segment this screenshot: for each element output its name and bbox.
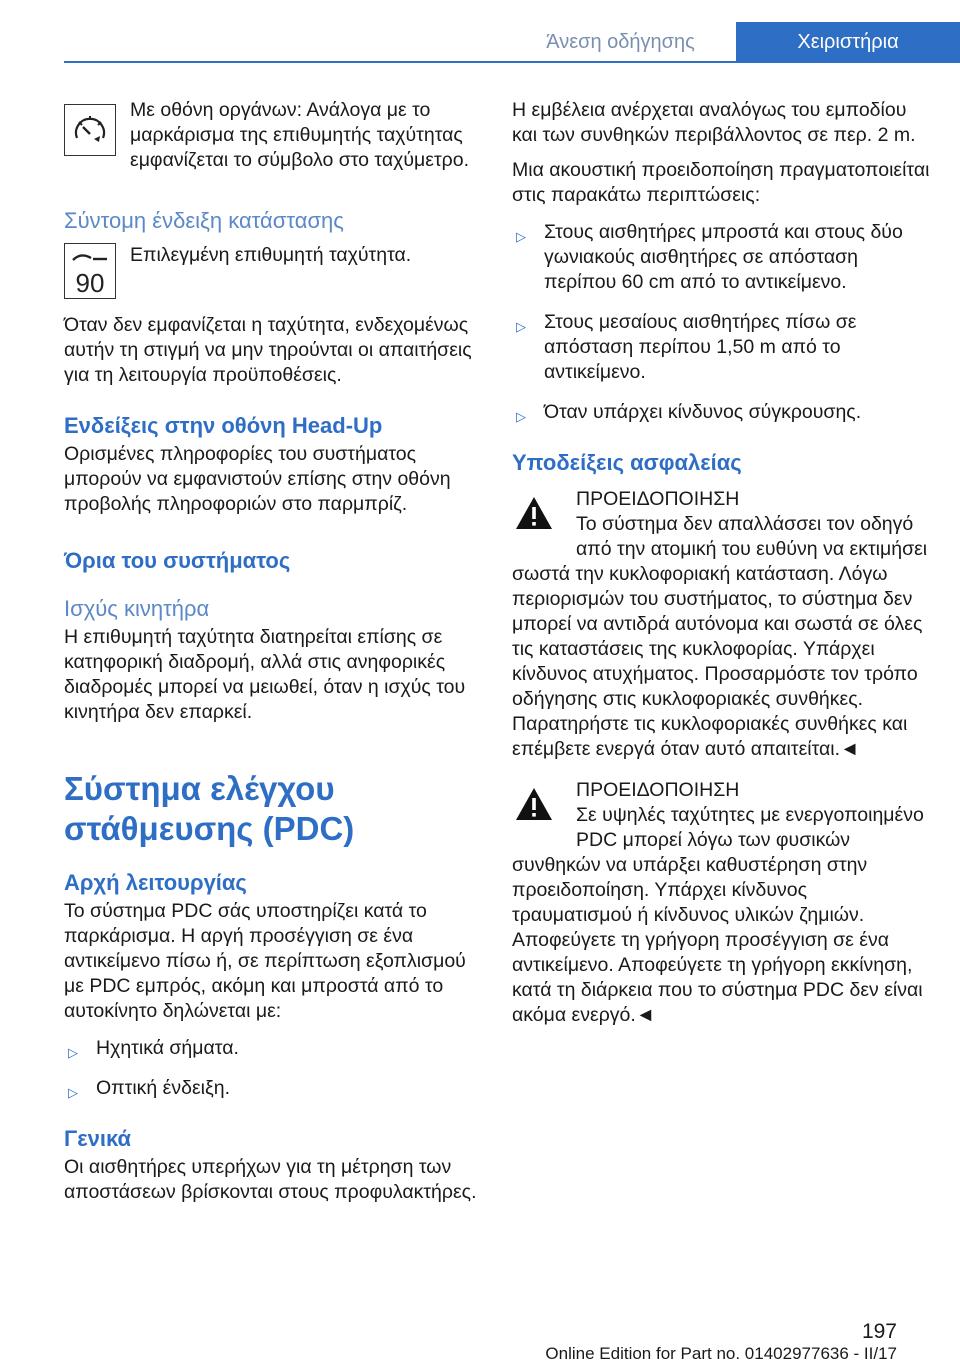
- triangle-bullet-icon: ▷: [68, 1085, 78, 1100]
- speed-sign-block: [64, 243, 479, 303]
- speed-limit-icon: [64, 243, 116, 299]
- speed-text: Επιλεγμένη επιθυμητή ταχύτητα.: [130, 244, 412, 266]
- paragraph-range: Η εμβέλεια ανέρχεται αναλόγως του εμποδίου και των συνθηκών περιβάλλοντος σε περ. 2 m.: [512, 99, 916, 146]
- warning-block-1: [512, 487, 930, 762]
- header-rule: [64, 61, 960, 63]
- triangle-bullet-icon: ▷: [516, 319, 526, 334]
- warning-cases-list: [512, 220, 930, 425]
- warning-title-1: ΠΡΟΕΙΔΟΠΟΙΗΣΗ: [576, 488, 740, 510]
- list-item: ▷ Στους μεσαίους αισθητήρες πίσω σε απόσταση περίπου 1,50 m από το αντικείμενο.: [516, 311, 857, 383]
- edition-note: Online Edition for Part no. 01402977636 - II/17: [545, 1344, 897, 1363]
- speedometer-text: Με οθόνη οργάνων: Ανάλογα με το μαρκάρισμα της επιθυμητής ταχύτητας εμφανίζεται το σύμβολο στο ταχύμετρο.: [130, 99, 470, 171]
- speedometer-icon: [64, 104, 116, 156]
- speedometer-block: [64, 98, 479, 173]
- list-item: ▷ Όταν υπάρχει κίνδυνος σύγκρουσης.: [512, 400, 930, 425]
- signal-list: [64, 1036, 479, 1101]
- page-footer: [0, 1320, 960, 1363]
- paragraph-acoustic-warning: Μια ακουστική προειδοποίηση πραγματοποιείται στις παρακάτω περιπτώσεις:: [512, 159, 930, 206]
- heading-principle: Αρχή λειτουργίας: [64, 870, 247, 895]
- warning-triangle-icon: [514, 493, 554, 533]
- warning-text-2: Σε υψηλές ταχύτητες με ενεργοποιημένο PDC μπορεί λόγω των φυσικών συνθηκών να υπάρξει καθυστέρηση στην προειδοποίηση. Υπάρχει κίνδυνος τραυματισμού ή κίνδυνος υλικών ζημιών. Αποφεύγετε τη γρήγορη προσέγγιση σε ένα αντικείμενο. Αποφεύγετε τη γρήγορη εκκίνηση, κατά τη διάρκεια που το σύστημα PDC δεν είναι ακόμα ενεργό.◄: [512, 804, 924, 1026]
- triangle-bullet-icon: ▷: [68, 1045, 78, 1060]
- heading-general: Γενικά: [64, 1126, 132, 1151]
- heading-system-limits: Όρια του συστήματος: [64, 548, 291, 573]
- paragraph-speed-not-shown: Όταν δεν εμφανίζεται η ταχύτητα, ενδεχομένως αυτήν τη στιγμή να μην τηρούνται οι απαιτήσεις για τη λειτουργία προϋποθέσεις.: [64, 314, 472, 386]
- warning-text-1: Το σύστημα δεν απαλλάσσει τον οδηγό από την ατομική του ευθύνη να εκτιμήσει σωστά την κυκλοφοριακή κατάσταση. Λόγω περιορισμών του συστήματος, το σύστημα δεν μπορεί να αντιδρά αυτόνομα και σωστά σε όλες τις καταστάσεις της κυκλοφορίας. Υπάρχει κίνδυνος ατυχήματος. Προσαρμόστε τον τρόπο οδήγησης στις κυκλοφοριακές συνθήκες. Παρατηρήστε τις κυκλοφοριακές συνθήκες και επέμβετε ενεργά όταν αυτό απαιτείται.◄: [512, 513, 928, 760]
- paragraph-engine-power: Η επιθυμητή ταχύτητα διατηρείται επίσης σε κατηφορική διαδρομή, αλλά στις ανηφορικές διαδρομές μπορεί να μειωθεί, όταν η ισχύς του κινητήρα δεν επαρκεί.: [64, 626, 466, 723]
- paragraph-general: Οι αισθητήρες υπερήχων για τη μέτρηση των αποστάσεων βρίσκονται στους προφυλακτήρες.: [64, 1156, 477, 1203]
- page-number: 197: [861, 1320, 897, 1343]
- right-column: [512, 98, 930, 1028]
- paragraph-principle: Το σύστημα PDC σάς υποστηρίζει κατά το παρκάρισμα. Η αργή προσέγγιση σε ένα αντικείμενο πίσω ή, σε περίπτωση εξοπλισμού με PDC εμπρός, ακόμη και μπροστά από το αυτοκίνητο δηλώνεται με:: [64, 900, 466, 1022]
- warning-block-2: [512, 778, 930, 1028]
- heading-engine-power: Ισχύς κινητήρα: [64, 596, 210, 621]
- heading-safety: Υποδείξεις ασφαλείας: [512, 450, 742, 475]
- list-item: ▷ Ηχητικά σήματα.: [64, 1036, 479, 1061]
- list-item: ▷ Στους αισθητήρες μπροστά και στους δύο γωνιακούς αισθητήρες σε απόσταση περίπου 60 cm από το αντικείμενο.: [516, 221, 903, 293]
- heading-short-status: Σύντομη ένδειξη κατάστασης: [64, 208, 344, 233]
- header-section: Άνεση οδήγησης: [546, 30, 695, 53]
- warning-title-2: ΠΡΟΕΙΔΟΠΟΙΗΣΗ: [576, 779, 740, 801]
- heading-head-up: Ενδείξεις στην οθόνη Head-Up: [64, 413, 383, 438]
- heading-pdc-line2: στάθμευσης (PDC): [64, 810, 355, 847]
- warning-triangle-icon: [514, 784, 554, 824]
- left-column: [64, 98, 479, 1205]
- list-item: ▷ Οπτική ένδειξη.: [64, 1076, 479, 1101]
- speed-limit-number: 90: [75, 268, 105, 296]
- header-chapter: Χειριστήρια: [736, 22, 960, 62]
- paragraph-head-up: Ορισμένες πληροφορίες του συστήματος μπορούν να εμφανιστούν επίσης στην οθόνη προβολής πληροφοριών στο παρμπρίζ.: [64, 443, 451, 515]
- triangle-bullet-icon: ▷: [516, 229, 526, 244]
- triangle-bullet-icon: ▷: [516, 409, 526, 424]
- heading-pdc-line1: Σύστημα ελέγχου: [64, 770, 335, 807]
